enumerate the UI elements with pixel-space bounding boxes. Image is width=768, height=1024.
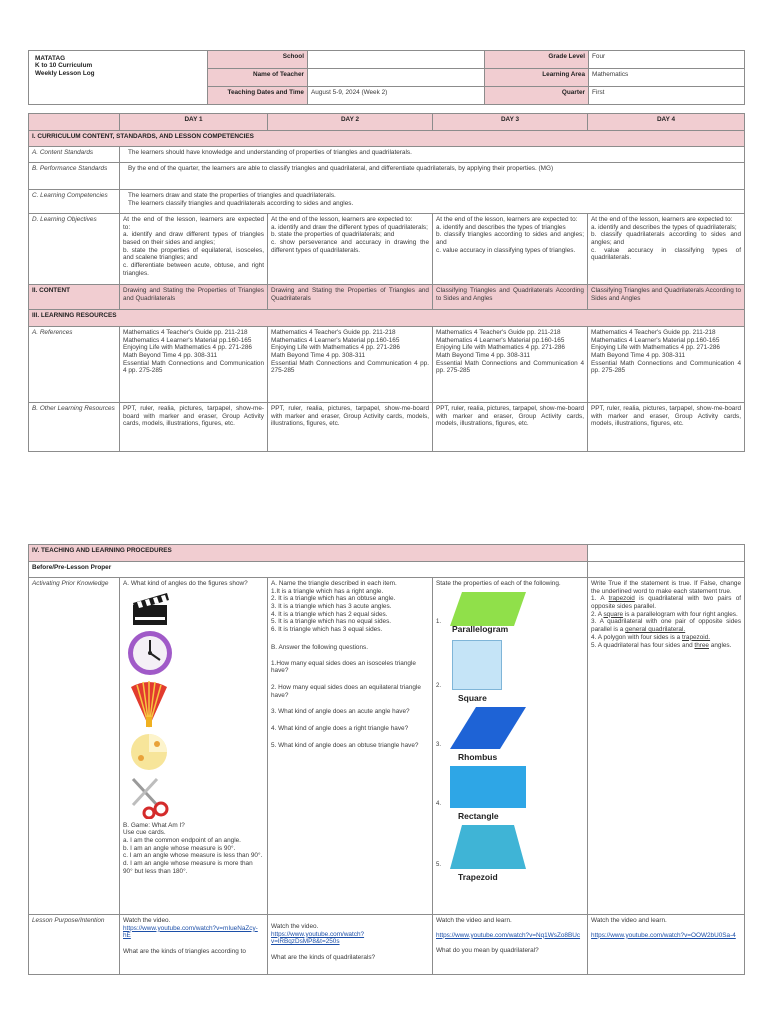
- other-resources-cell: PPT, ruler, realia, pictures, tarpapel, show-me-board with marker and eraser, Group Activity cards, models, illustrations, figures, etc.: [268, 403, 433, 452]
- dates-value: August 5-9, 2024 (Week 2): [308, 87, 485, 105]
- title-line: MATATAG: [35, 55, 66, 62]
- row-label: D. Learning Objectives: [29, 214, 120, 285]
- procedures-table: [28, 544, 745, 975]
- shape-name: Rectangle: [458, 811, 499, 822]
- true-false-instruction: Write True if the statement is true. If False, change the underlined word to make each statement true.: [591, 580, 742, 595]
- grade-level-label: Grade Level: [485, 51, 589, 69]
- question-item: 5. What kind of angle does an obtuse triangle have?: [271, 741, 419, 749]
- purpose-intro: Watch the video.: [123, 917, 171, 924]
- video-link[interactable]: https://www.youtube.com/watch?v=mIueNaZcy-hE: [123, 924, 258, 940]
- school-label: School: [208, 51, 308, 69]
- header-table: [28, 50, 745, 105]
- day-header: DAY 4: [588, 114, 745, 131]
- purpose-question: What do you mean by quadrilateral?: [436, 947, 539, 955]
- answer-questions-heading: B. Answer the following questions.: [271, 643, 368, 651]
- quarter-label: Quarter: [485, 87, 589, 105]
- shape-name: Parallelogram: [452, 623, 509, 634]
- shape-number: 1.: [436, 618, 442, 625]
- title-line: K to 10 Curriculum: [35, 62, 93, 70]
- purpose-day2-cell: [268, 915, 433, 975]
- row-label: Activating Prior Knowledge: [29, 578, 120, 915]
- references-cell: Mathematics 4 Teacher's Guide pp. 211-218 Mathematics 4 Learner's Material pp.160-165 Enjoying Life with Mathematics 4 pp. 271-286 Math Beyond Time 4 pp. 308-311 Essential Math Connections and Communication 4 pp. 275-285: [268, 327, 433, 403]
- other-resources-cell: PPT, ruler, realia, pictures, tarpapel, show-me-board with marker and eraser, Group Activity cards, models, illustrations, figures, etc.: [433, 403, 588, 452]
- row-label: A. References: [29, 327, 120, 403]
- competencies-text: The learners draw and state the properties of triangles and quadrilaterals. The learners classify triangles and quadrilaterals according to sides and angles.: [120, 190, 745, 214]
- blank-cell: [588, 562, 745, 578]
- statement-item: [591, 611, 741, 619]
- game-text: B. Game: What Am I? Use cue cards. a. I am the common endpoint of an angle. b. I am an angle whose measure is 90°. c. I am an angle whose measure is less than 90°. d. I am an angle whose measure is more than 90° but less than 180°.: [123, 821, 263, 875]
- statement-text: 1. A: [591, 595, 609, 603]
- purpose-question: What are the kinds of quadrilaterals?: [271, 954, 376, 962]
- row-label: A. Content Standards: [29, 147, 120, 163]
- school-value: [308, 51, 485, 69]
- section-heading: I. CURRICULUM CONTENT, STANDARDS, AND LESSON COMPETENCIES: [29, 131, 745, 147]
- shape-name: Rhombus: [458, 752, 498, 763]
- purpose-day4-cell: [588, 915, 745, 975]
- day-header: DAY 2: [268, 114, 433, 131]
- objectives-cell: At the end of the lesson, learners are expected to: a. identify and describes the types of quadrilaterals; b. classify quadrilaterals according to sides and angles; and c. value accuracy in classifying types of quadrilaterals.: [588, 214, 745, 285]
- activating-day1-cell: [120, 578, 268, 915]
- performance-standards-text: By the end of the quarter, the learners are able to classify triangles and quadrilateral, and differentiate quadrilaterals, by applying their properties. (MG): [120, 163, 745, 190]
- other-resources-cell: PPT, ruler, realia, pictures, tarpapel, show-me-board with marker and eraser, Group Activity cards, models, illustrations, figures, etc.: [588, 403, 745, 452]
- row-label: B. Other Learning Resources: [29, 403, 120, 452]
- underlined-word: three: [694, 641, 709, 649]
- purpose-question: What are the kinds of triangles according to: [123, 948, 246, 956]
- video-link[interactable]: https://www.youtube.com/watch?v=OOW2bU0Sa-4: [591, 931, 736, 939]
- underlined-word: trapezoid: [608, 595, 635, 603]
- shape-name: Square: [458, 692, 487, 703]
- question-item: 2. How many equal sides does an equilateral triangle have?: [271, 683, 421, 699]
- activating-day2-cell: [268, 578, 433, 915]
- learning-area-label: Learning Area: [485, 69, 589, 87]
- rhombus-shape: [450, 707, 526, 749]
- teacher-label: Name of Teacher: [208, 69, 308, 87]
- quarter-value: First: [589, 87, 745, 105]
- shape-item: [436, 640, 502, 690]
- clock-image: [127, 630, 173, 676]
- properties-instruction: State the properties of each of the following.: [436, 580, 561, 587]
- scissors-image: [127, 775, 171, 819]
- lesson-plan-table: [28, 113, 745, 452]
- angles-question: A. What kind of angles do the figures show?: [123, 580, 248, 587]
- purpose-intro: Watch the video and learn.: [591, 917, 667, 924]
- statement-text: 3. A quadrilateral with one pair of opposite sides parallel is a: [591, 618, 742, 634]
- pie-image: [129, 732, 169, 772]
- shape-number: 5.: [436, 862, 442, 869]
- objectives-cell: At the end of the lesson, learners are expected to: a. identify and draw the different types of quadrilaterals; b. state the properties of quadrilaterals; and c. show perseverance and accuracy in drawing the different types of quadrilaterals.: [268, 214, 433, 285]
- purpose-day3-cell: [433, 915, 588, 975]
- statement-item: [591, 634, 741, 642]
- question-item: 3. What kind of angle does an acute angle have?: [271, 708, 410, 716]
- statement-item: [591, 618, 741, 633]
- content-cell: Drawing and Stating the Properties of Triangles and Quadrilaterals: [268, 285, 433, 310]
- references-cell: Mathematics 4 Teacher's Guide pp. 211-218 Mathematics 4 Learner's Material pp.160-165 Enjoying Life with Mathematics 4 pp. 271-286 Math Beyond Time 4 pp. 308-311 Essential Math Connections and Communication 4 pp. 275-285: [120, 327, 268, 403]
- shape-number: 4.: [436, 801, 442, 808]
- purpose-day1-cell: [120, 915, 268, 975]
- purpose-intro: Watch the video and learn.: [436, 917, 512, 924]
- shape-item: [436, 825, 526, 869]
- teacher-value: [308, 69, 485, 87]
- statement-item: [591, 595, 741, 610]
- row-label: C. Learning Competencies: [29, 190, 120, 214]
- references-cell: Mathematics 4 Teacher's Guide pp. 211-218 Mathematics 4 Learner's Material pp.160-165 Enjoying Life with Mathematics 4 pp. 271-286 Math Beyond Time 4 pp. 308-311 Essential Math Connections and Communication 4 pp. 275-285: [588, 327, 745, 403]
- objectives-cell: At the end of the lesson, learners are expected to: a. identify and describes the types of triangles b. classify triangles according to sides and angles; and c. value accuracy in classifying types of triangles.: [433, 214, 588, 285]
- question-item: 1.How many equal sides does an isosceles triangle have?: [271, 659, 416, 675]
- name-triangle-items: A. Name the triangle described in each item. 1.It is a triangle which has a right angle. 2. It is a triangle which has an obtuse angle. 3. It is a triangle which has 3 acute angles. 4. It is a triangle which has 2 equal sides. 5. It is a triangle which has no equal sides. 6. It is triangle which has 3 equal sides.: [271, 580, 397, 634]
- shape-number: 3.: [436, 741, 442, 748]
- statement-text: angles.: [709, 641, 732, 649]
- content-standards-text: The learners should have knowledge and understanding of properties of triangles and quadrilaterals.: [120, 147, 745, 163]
- section-heading: III. LEARNING RESOURCES: [29, 310, 745, 327]
- blank-cell: [588, 545, 745, 562]
- content-cell: Classifying Triangles and Quadrilaterals According to Sides and Angles: [588, 285, 745, 310]
- day-header: DAY 3: [433, 114, 588, 131]
- document-title: [29, 51, 208, 105]
- content-cell: Drawing and Stating the Properties of Triangles and Quadrilaterals: [120, 285, 268, 310]
- shape-name: Trapezoid: [458, 872, 498, 883]
- shape-item: [436, 592, 530, 626]
- clapperboard-image: [129, 591, 173, 627]
- section-heading: IV. TEACHING AND LEARNING PROCEDURES: [29, 545, 588, 562]
- objectives-cell: At the end of the lesson, learners are expected to: a. identify and draw different types of triangles based on their sides and angles; b. state the properties of equilateral, isosceles, and scalene triangles; and c. differentiate between acute, obtuse, and right triangles.: [120, 214, 268, 285]
- shape-number: 2.: [436, 682, 442, 689]
- underlined-word: trapezoid.: [681, 633, 711, 641]
- question-item: 4. What kind of angle does a right triangle have?: [271, 724, 409, 732]
- square-shape: [452, 640, 502, 690]
- statement-text: 5. A quadrilateral has four sides and: [591, 641, 695, 649]
- fan-image: [129, 679, 169, 729]
- underlined-word: general quadrilateral.: [625, 626, 686, 634]
- subsection-heading: Before/Pre-Lesson Proper: [29, 562, 588, 578]
- video-link[interactable]: https://www.youtube.com/watch?v=Nq1WsZo8BUc: [436, 931, 581, 939]
- shape-item: [436, 766, 526, 808]
- row-label: Lesson Purpose/Intention: [29, 915, 120, 975]
- statement-text: is a parallelogram with four right angles.: [623, 610, 738, 618]
- video-link[interactable]: https://www.youtube.com/watch?v=lRBqzDsMP8&t=250s: [271, 930, 365, 946]
- row-label: B. Performance Standards: [29, 163, 120, 190]
- rectangle-shape: [450, 766, 526, 808]
- activating-day4-cell: [588, 578, 745, 915]
- title-line: Weekly Lesson Log: [35, 69, 95, 77]
- statement-text: 2. A: [591, 610, 604, 618]
- content-cell: Classifying Triangles and Quadrilaterals According to Sides and Angles: [433, 285, 588, 310]
- grade-level-value: Four: [589, 51, 745, 69]
- underlined-word: square: [603, 610, 624, 618]
- section-heading: II. CONTENT: [29, 285, 120, 310]
- other-resources-cell: PPT, ruler, realia, pictures, tarpapel, show-me-board with marker and eraser, Group Activity cards, models, illustrations, figures, etc.: [120, 403, 268, 452]
- statement-item: [591, 642, 741, 650]
- day-header: DAY 1: [120, 114, 268, 131]
- trapezoid-shape: [450, 825, 526, 869]
- statement-text: 4. A polygon with four sides is a: [591, 633, 682, 641]
- parallelogram-shape: [450, 592, 530, 626]
- dates-label: Teaching Dates and Time: [208, 87, 308, 105]
- statement-text: is quadrilateral with two pairs of opposite sides parallel.: [591, 595, 742, 611]
- activating-day3-cell: [433, 578, 588, 915]
- shape-item: [436, 707, 526, 749]
- purpose-intro: Watch the video.: [271, 923, 319, 930]
- learning-area-value: Mathematics: [589, 69, 745, 87]
- references-cell: Mathematics 4 Teacher's Guide pp. 211-218 Mathematics 4 Learner's Material pp.160-165 Enjoying Life with Mathematics 4 pp. 271-286 Math Beyond Time 4 pp. 308-311 Essential Math Connections and Communication 4 pp. 275-285: [433, 327, 588, 403]
- day-header-blank: [29, 114, 120, 131]
